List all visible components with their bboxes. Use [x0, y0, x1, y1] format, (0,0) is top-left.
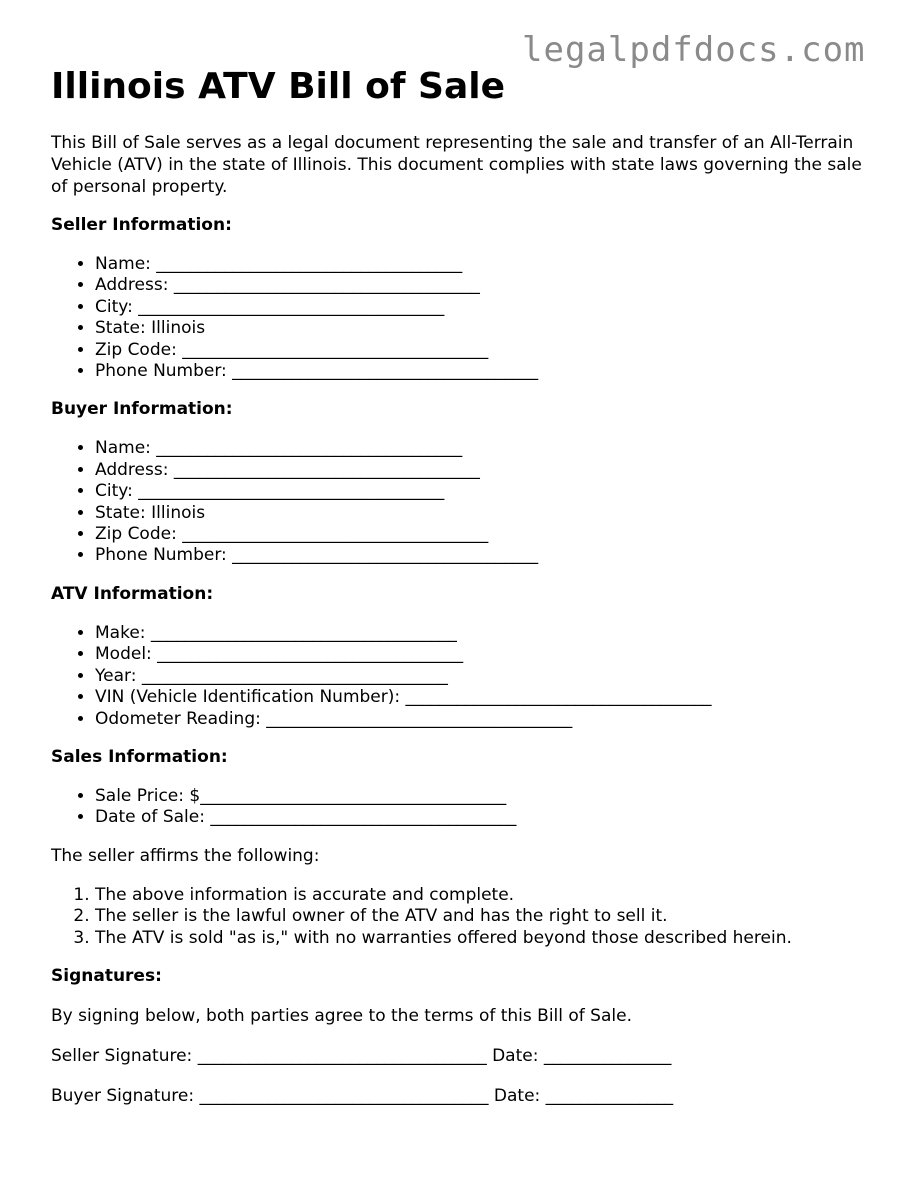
atv-heading: ATV Information: [51, 583, 214, 604]
buyer-state-field: • State: Illinois [95, 503, 871, 524]
document-page [51, 64, 871, 1125]
affirm-item: 1. The above information is accurate and complete. [95, 885, 871, 906]
buyer-name-field: • Name: ____________________________________ [95, 438, 871, 459]
buyer-zip-field: • Zip Code: ____________________________________ [95, 524, 871, 545]
buyer-phone-field: • Phone Number: ____________________________________ [95, 545, 871, 566]
sales-heading: Sales Information: [51, 746, 228, 767]
page-title: Illinois ATV Bill of Sale [51, 66, 505, 107]
buyer-address-field: • Address: ____________________________________ [95, 460, 871, 481]
sale-date-field: • Date of Sale: ____________________________________ [95, 807, 871, 828]
seller-state-field: • State: Illinois [95, 318, 871, 339]
affirm-item: 3. The ATV is sold "as is," with no warranties offered beyond those described herein. [95, 928, 871, 949]
affirm-item: 2. The seller is the lawful owner of the ATV and has the right to sell it. [95, 906, 871, 927]
seller-city-field: • City: ____________________________________ [95, 297, 871, 318]
buyer-signature-line: Buyer Signature: __________________________________ Date: _______________ [51, 1085, 674, 1106]
atv-odometer-field: • Odometer Reading: ____________________________________ [95, 709, 871, 730]
atv-list [51, 623, 871, 730]
atv-year-field: • Year: ____________________________________ [95, 666, 871, 687]
buyer-list [51, 438, 871, 566]
atv-make-field: • Make: ____________________________________ [95, 623, 871, 644]
signatures-heading: Signatures: [51, 965, 162, 986]
sale-price-field: • Sale Price: $____________________________________ [95, 786, 871, 807]
sales-list [51, 786, 871, 829]
atv-vin-field: • VIN (Vehicle Identification Number): ____________________________________ [95, 687, 871, 708]
watermark: legalpdfdocs.com [522, 30, 866, 70]
seller-name-field: • Name: ____________________________________ [95, 254, 871, 275]
seller-zip-field: • Zip Code: ____________________________________ [95, 340, 871, 361]
buyer-city-field: • City: ____________________________________ [95, 481, 871, 502]
seller-address-field: • Address: ____________________________________ [95, 275, 871, 296]
intro-paragraph: This Bill of Sale serves as a legal document representing the sale and transfer of an All-Terrain Vehicle (ATV) in the state of Illinois. This document complies with state laws governing the sale of personal property. [51, 133, 862, 197]
affirm-text: The seller affirms the following: [51, 845, 320, 866]
seller-list [51, 254, 871, 382]
seller-heading: Seller Information: [51, 215, 232, 235]
affirm-list [51, 885, 871, 949]
atv-model-field: • Model: ____________________________________ [95, 644, 871, 665]
buyer-heading: Buyer Information: [51, 399, 233, 420]
seller-phone-field: • Phone Number: ____________________________________ [95, 361, 871, 382]
seller-signature-line: Seller Signature: __________________________________ Date: _______________ [51, 1045, 672, 1066]
signatures-text: By signing below, both parties agree to the terms of this Bill of Sale. [51, 1005, 632, 1026]
